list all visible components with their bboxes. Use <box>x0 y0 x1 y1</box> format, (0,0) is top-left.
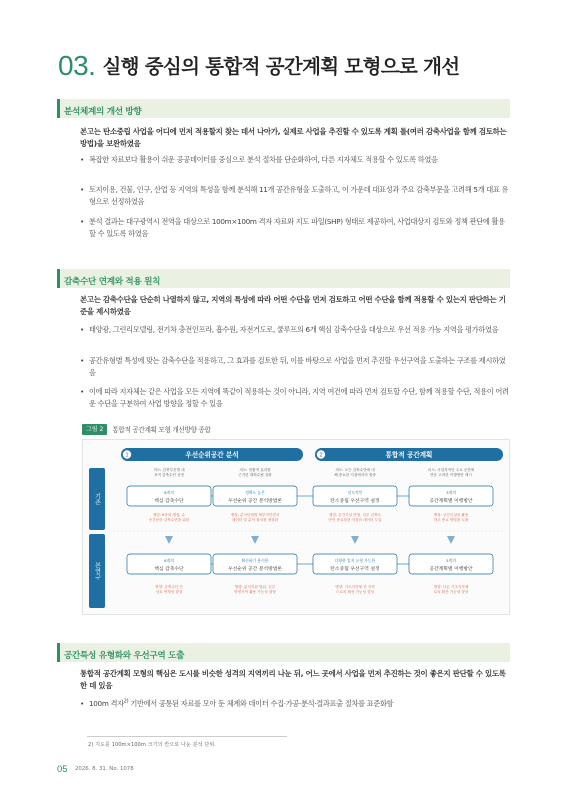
existing-box-text: 우선순위 공간 분석방법론 <box>227 499 283 504</box>
section-header-typology <box>57 643 510 662</box>
row-label-study: 본연구 <box>93 562 101 580</box>
issue-note: 단이 중요하던 지점의 데이터 도입 <box>328 518 382 522</box>
footnote-ref: 2) <box>123 698 129 705</box>
study-chip: 확산하기 용이한 <box>241 558 269 563</box>
existing-box-text: 탄소중립 우선구역 설정 <box>330 499 380 504</box>
figure-caption: 통합적 공간계획 모형 개선방향 종합 <box>112 426 211 434</box>
issue-note: 쟁점: 분석단계별 세부적인면서 <box>230 513 280 517</box>
study-chip: 다양한 입지 유형 가능한 <box>334 558 376 563</box>
section1-lead: 본고는 탄소중립 사업을 어디에 먼저 적용할지 찾는 데서 나아가, 실제로 사업을 추진할 수 있도록 계획 틀(여러 감축사업을 함께 검토하는 방법)을 보완하였음 <box>80 127 507 148</box>
study-box-text: 공간계획별 이행방안 <box>429 567 473 572</box>
study-chip: 5개의 <box>446 558 456 563</box>
diagram-columns <box>113 467 503 594</box>
intent-note: 반응 고려한 이행방안 제시 <box>430 473 472 477</box>
intent-note: 의도: 감축부문별 대 <box>153 468 185 472</box>
result-note: 로의 확산 가능성 향상 <box>433 590 469 594</box>
footnote-divider <box>87 736 287 737</box>
section-title: 분석체계의 개선 방향 <box>64 107 142 117</box>
issue-note: 쟁점: 공간특성을 활용 <box>433 513 469 517</box>
section3-lead: 통합적 공간계획 모형의 핵심은 도시를 비슷한 성격의 지역끼리 나눈 뒤, 어느 곳에서 사업을 먼저 추진하는 것이 좋은지 판단할 수 있도록 한 데 있음 <box>80 669 506 690</box>
existing-chip: 선도적인 <box>347 490 363 495</box>
section2-lead: 본고는 감축수단을 단순히 나열하지 않고, 지역의 특성에 따라 어떤 수단을 먼저 검토하고 어떤 수단을 함께 적용할 수 있는지 판단하는 기준을 제시하였음 <box>80 295 506 316</box>
figure-badge: 그림 2 <box>82 424 107 435</box>
heading-title: 실행 중심의 통합적 공간계획 모형으로 개선 <box>102 55 460 78</box>
existing-chip: 6개의 <box>164 490 174 495</box>
existing-box-text: 공간계획별 이행방안 <box>429 499 473 504</box>
result-note: 방향: 분석지원 범위, 일부 <box>234 585 276 589</box>
left-header-text: 우선순위공간 분석 <box>185 451 239 460</box>
section-header-measures <box>57 269 510 288</box>
section2-bullet-1: • 태양광, 그린리모델링, 전기차 충전인프라, 흡수원, 자전거도로, 쿨루프의 6개 핵심 감축수단을 대상으로 우선 적용 가능 지역을 평가하였음 <box>80 324 510 336</box>
page-heading <box>58 47 508 81</box>
issue-info: 2026. 8. 31. No. 1078 <box>75 766 134 772</box>
issue-note: 송부문의 감축수단을 위한 <box>148 518 190 522</box>
left-number: 1 <box>125 452 129 459</box>
study-box-text: 핵심 감축수단 <box>154 567 184 572</box>
result-note: 방향: 다른 기초지자체 <box>433 585 469 589</box>
result-note: 방정식이 활용 가능성 향상 <box>234 590 276 594</box>
existing-chip: 정확도 높은 <box>245 490 265 495</box>
figure-label <box>82 423 211 435</box>
section-title: 공간특성 유형화와 우선구역 도출 <box>64 651 185 661</box>
section1-bullet-1: • 복잡한 자료보다 활용이 쉬운 공공데이터를 중심으로 분석 절차를 단순화하여, 다른 지자체도 적용할 수 있도록 하였음 <box>80 154 510 166</box>
intent-note: 의도: 현황적 효과를 <box>239 468 271 472</box>
result-note: 으로의 확산 가능성 향상 <box>335 590 375 594</box>
section1-bullet-3: • 분석 결과는 대구광역시 전역을 대상으로 100m×100m 격자 자료와 지도 파일(SHP) 형태로 제공하여, 사업대상지 검토와 정책 판단에 활용할 수 있도록 하였음 <box>80 216 510 240</box>
intent-note: 의도: 모든 감축수단에 대 <box>335 468 375 472</box>
study-box-text: 탄소중립 우선구역 설정 <box>330 567 380 572</box>
study-box-text: 우선순위 공간 분석방법론 <box>227 567 283 572</box>
right-number: 2 <box>319 452 323 459</box>
bullet-pre: 100m 격자 <box>89 699 124 708</box>
result-note: 상호 연계성 향상 <box>155 590 183 594</box>
existing-box-text: 핵심 감축수단 <box>154 499 184 504</box>
issue-note: 데이터 및 분석 절차를 정형화 <box>231 518 279 522</box>
existing-chip: 3개의 <box>446 490 456 495</box>
section1-bullet-2: • 토지이용, 건물, 인구, 산업 등 지역의 특성을 함께 분석해 11개 공간유형을 도출하고, 이 가운데 대표성과 주요 감축부문을 고려해 5개 대표 유형으로 선정하였음 <box>80 184 510 208</box>
section-header-analysis <box>57 99 510 118</box>
footnote: 2) 지도를 100m×100m 크기의 칸으로 나눈 분석 단위. <box>88 742 216 748</box>
down-arrow <box>251 536 259 544</box>
study-chip: 6개의 <box>164 558 174 563</box>
figure-diagram <box>82 439 510 615</box>
result-note: 방향: 기초지자체 전 지역 <box>335 585 375 589</box>
intent-note: 해 중요한 지점에서의 집중 <box>334 473 376 477</box>
diagram-svg <box>83 440 511 616</box>
section-title: 감축수단 연계와 적용 원칙 <box>64 277 161 287</box>
section2-bullet-3: • 이에 따라 지자체는 같은 사업을 모든 지역에 똑같이 적용하는 것이 아니라, 지역 여건에 따라 먼저 검토할 수단, 함께 적용할 수단, 적용이 어려운 수단을 구분하여 사업 방향을 정할 수 있음 <box>80 386 510 410</box>
result-note: 방향: 감축수단 간 <box>155 585 183 589</box>
intent-note: 근거한 계획수립 강화 <box>238 473 272 477</box>
bullet-post: 기반에서 공통된 자료를 모아 둔 체계와 데이터 수집·가공·분석·결과표출 절차를 표준화함 <box>128 699 394 708</box>
section3-bullet-1 <box>80 698 510 710</box>
page-number: 05 <box>57 764 68 775</box>
issue-note: 하고 중요 방법을 도출 <box>433 518 469 522</box>
down-arrow <box>351 536 359 544</box>
intent-note: 의도: 사업자적인 주요 공간에 <box>427 468 475 472</box>
issue-note: 쟁점: 공간특성 반영, 일부 감축수 <box>328 513 382 517</box>
down-arrow <box>447 536 455 544</box>
section2-bullet-2: • 공간유형별 특성에 맞는 감축수단을 적용하고, 그 효과를 검토한 뒤, 이를 바탕으로 사업을 먼저 추진할 우선구역을 도출하는 구조를 제시하였음 <box>80 355 510 379</box>
right-header-text: 통합적 공간계획 <box>385 451 433 460</box>
down-arrow <box>165 536 173 544</box>
row-label-existing: 기존 <box>93 493 101 505</box>
issue-note: 쟁점: 6종의 쟁점, 수 <box>152 513 186 517</box>
heading-number: 03. <box>58 50 96 81</box>
intent-note: 표적 감축수단 선정 <box>153 473 185 477</box>
